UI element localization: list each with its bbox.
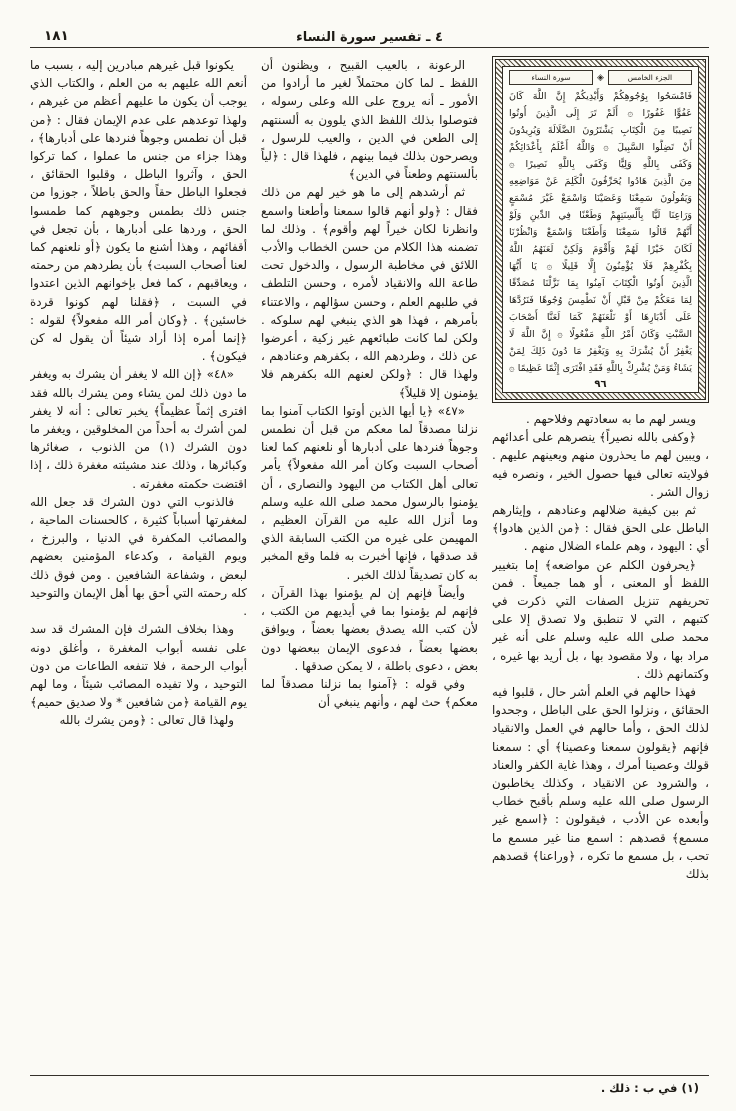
tafsir-paragraph: وأيضاً فإنهم إن لم يؤمنوا بهذا القرآن ، فإنهم لم يؤمنوا بما في أيديهم من الكتب ، لأن كتب الله يصدق بعضها بعضاً ، ويوافق بعضها بعضاً ، فدعوى الإيمان ببعضها دون بعض ، دعوى باطلة ، لا يمكن صدقها . xyxy=(261,585,478,673)
quran-frame-ornament-band xyxy=(495,59,706,400)
quran-header-juz: الجزء الخامس xyxy=(608,70,692,85)
tafsir-paragraph: «٤٧» ﴿يا أيها الذين أوتوا الكتاب آمنوا بما نزلنا مصدقاً لما معكم من قبل أن نطمس وجوهاً فنردها على أدبارها أو نلعنهم كما لعنا أصحاب السبت وكان أمر الله مفعولاً﴾ يأمر تعالى أهل الكتاب من اليهود والنصارى ، أن يؤمنوا بالرسول محمد صلى الله عليه وسلم وما أنزل الله عليه من القرآن العظيم ، المهيمن على غيره من الكتب السابقة الذي قد صدقها ، فإنها أخبرت به فلما وقع المخبر به كان تصديقاً لذلك الخبر . xyxy=(261,403,478,582)
tafsir-paragraph: ولهذا قال تعالى : ﴿ومن يشرك بالله xyxy=(59,713,234,728)
quran-page-frame xyxy=(492,56,709,403)
footnote-text: (١) في ب : ذلك . xyxy=(600,1081,699,1095)
quran-line: وَرَاعِنَا لَيًّا بِأَلْسِنَتِهِمْ وَطَعْنًا فِي الدِّينِ وَلَوْ xyxy=(509,210,692,221)
quran-line: وَكَفَى بِاللَّهِ وَلِيًّا وَكَفَى بِاللَّهِ نَصِيرًا ۞ xyxy=(509,159,692,170)
page-title: ٤ ـ تفسير سورة النساء xyxy=(296,30,443,45)
quran-line: عَلَى أَدْبَارِهَا أَوْ نَلْعَنَهُمْ كَمَا لَعَنَّا أَصْحَابَ xyxy=(509,312,692,323)
quran-line: أَنْ تَضِلُّوا السَّبِيلَ ۞ وَاللَّهُ أَعْلَمُ بِأَعْدَائِكُمْ xyxy=(509,142,692,153)
quran-line: مِنَ الَّذِينَ هَادُوا يُحَرِّفُونَ الْكَلِمَ عَنْ مَوَاضِعِهِ xyxy=(509,176,692,187)
tafsir-paragraph: يكونوا قبل غيرهم مبادرين إليه ، بسبب ما أنعم الله عليهم به من العلم ، والكتاب الذي يوجب أن يكون ما عليهم أعظم من غيرهم ، ولهذا توعدهم على عدم الإيمان فقال : ﴿من قبل أن نطمس وجوهاً فنردها على أدبارها﴾ ، وهذا جزاء من جنس ما عملوا ، كما تركوا الحق ، وآثروا الباطل ، وقلبوا الحقائق ، فجعلوا الباطل حقاً والحق باطلاً ، جوزوا من جنس ذلك بطمس وجوههم كما طمسوا الحق ، وردها على أدبارها ، بأن تجعل في أقفائهم ، وهذا أشنع ما يكون ﴿أو نلعنهم كما لعنا أصحاب السبت﴾ بأن يطردهم من رحمته ، ويعاقبهم ، كما فعل بإخوانهم الذين اعتدوا في السبت ، ﴿فقلنا لهم كونوا قردة خاسئين﴾ . ﴿وكان أمر الله مفعولاً﴾ لقوله : ﴿إنما أمره إذا أراد شيئاً أن يقول له كن فيكون﴾ . xyxy=(30,58,247,364)
tafsir-paragraph: وهذا بخلاف الشرك فإن المشرك قد سد على نفسه أبواب المغفرة ، وأغلق دونه أبواب الرحمة ، فلا تنفعه الطاعات من دون التوحيد ، ولا تفيده المصائب شيئاً ، وما لهم يوم القيامة ﴿من شافعين * ولا صديق حميم﴾ xyxy=(30,622,247,710)
tafsir-paragraph: فهذا حالهم في العلم أشر حال ، قلبوا فيه الحقائق ، ونزلوا الحق على الباطل ، وجحدوا لذلك الحق ، وأما حالهم في العمل والانقياد فإنهم ﴿يقولون سمعنا وعصينا﴾ أي : سمعنا قولك وعصينا أمرك ، وهذا غاية الكفر والعناد ، والشرود عن الانقياد ، وكذلك يخاطبون الرسول صلى الله عليه وسلم بأقبح خطاب وأبعده عن الأدب ، فيقولون : ﴿اسمع غير مسمع﴾ قصدهم : اسمع منا غير مسمع ما تحب ، بل مسمع ما تكره ، ﴿وراعنا﴾ قصدهم بذلك xyxy=(492,685,709,882)
quran-line: يَشَاءُ وَمَنْ يُشْرِكْ بِاللَّهِ فَقَدِ افْتَرَى إِثْمًا عَظِيمًا ۞ xyxy=(509,363,692,374)
quran-line: بِكُفْرِهِمْ فَلَا يُؤْمِنُونَ إِلَّا قَلِيلًا ۞ يَا أَيُّهَا xyxy=(509,261,692,272)
footnote-area xyxy=(30,1075,709,1095)
tafsir-paragraph: ثم أرشدهم إلى ما هو خير لهم من ذلك فقال : ﴿ولو أنهم قالوا سمعنا وأطعنا واسمع وانظرنا لكان خيراً لهم وأقوم﴾ . وذلك لما تضمنه هذا الكلام من حسن الخطاب والأدب اللائق في مخاطبة الرسول ، والدخول تحت طاعة الله والانقياد لأمره ، وحسن التلطف في طلبهم العلم ، وحسن سؤالهم ، والاعتناء بأمرهم ، فهذا هو الذي ينبغي لهم سلوكه . ولكن لما كانت طبائعهم غير زكية ، أعرضوا عن ذلك ، وطردهم الله ، بكفرهم وعنادهم ، ولهذا قال : ﴿ولكن لعنهم الله بكفرهم فلا يؤمنون إلا قليلاً﴾ xyxy=(261,185,478,400)
quran-line: لِمَا مَعَكُمْ مِنْ قَبْلِ أَنْ نَطْمِسَ وُجُوهًا فَنَرُدَّهَا xyxy=(509,295,692,306)
quran-frame-header xyxy=(509,70,692,85)
tafsir-paragraph: «٤٨» ﴿إن الله لا يغفر أن يشرك به ويغفر ما دون ذلك لمن يشاء ومن يشرك بالله فقد افترى إثماً عظيماً﴾ يخبر تعالى : أنه لا يغفر لمن أشرك به أحداً من المخلوقين ، ويغفر ما دون الشرك (١) من الذنوب ، صغائرها وكبائرها ، وذلك عند مشيئته مغفرة ذلك ، إذا اقتضت حكمته مغفرته . xyxy=(30,367,247,491)
tafsir-paragraph: الرعونة ، بالعيب القبيح ، ويظنون أن اللفظ ـ لما كان محتملاً لغير ما أرادوا من الأمور ـ أنه يروج على الله وعلى رسوله ، فتوصلوا بذلك اللفظ الذي يلوون به ألسنتهم إلى الطعن في الدين ، والعيب للرسول ، ويصرحون بذلك فيما بينهم ، فلهذا قال : ﴿لياً بألسنتهم وطعناً في الدين﴾ xyxy=(261,58,478,182)
quran-text-block xyxy=(509,88,692,377)
quran-line: أَنَّهُمْ قَالُوا سَمِعْنَا وَأَطَعْنَا وَاسْمَعْ وَانْظُرْنَا xyxy=(509,227,692,238)
tafsir-paragraph: ثم بين كيفية ضلالهم وعنادهم ، وإيثارهم الباطل على الحق فقال : ﴿من الذين هادوا﴾ أي : اليهود ، وهم علماء الضلال منهم . xyxy=(492,503,709,554)
quran-frame-inner xyxy=(502,66,699,393)
tafsir-paragraph: ﴿يحرفون الكلم عن مواضعه﴾ إما بتغيير اللفظ أو المعنى ، أو هما جميعاً . فمن تحريفهم تنزيل الصفات التي ذكرت في كتبهم ، التي لا تنطبق ولا تصدق إلا على محمد صلى الله عليه وسلم على أنه غير مراد بها ، ولا مقصود بها ، بل أريد بها غيره ، وكتمانهم ذلك . xyxy=(492,557,709,681)
quran-line: لَكَانَ خَيْرًا لَهُمْ وَأَقْوَمَ وَلَكِنْ لَعَنَهُمُ اللَّهُ xyxy=(509,244,692,255)
page-number: ١٨١ xyxy=(44,28,69,44)
tafsir-paragraph: ويسر لهم ما به سعادتهم وفلاحهم . xyxy=(526,412,696,426)
column-left xyxy=(30,56,247,1058)
quran-line: فَامْسَحُوا بِوُجُوهِكُمْ وَأَيْدِيكُمْ إِنَّ اللَّهَ كَانَ xyxy=(509,91,692,102)
quran-line: يَغْفِرُ أَنْ يُشْرَكَ بِهِ وَيَغْفِرُ مَا دُونَ ذَلِكَ لِمَنْ xyxy=(509,346,692,357)
quran-header-surah: سورة النساء xyxy=(509,70,593,85)
quran-line: عَفُوًّا غَفُورًا ۞ أَلَمْ تَرَ إِلَى الَّذِينَ أُوتُوا xyxy=(509,108,692,119)
column-middle xyxy=(261,56,478,1058)
page-header xyxy=(30,25,709,48)
quran-line: الَّذِينَ أُوتُوا الْكِتَابَ آمِنُوا بِمَا نَزَّلْنَا مُصَدِّقًا xyxy=(509,278,692,289)
tafsir-paragraph: فالذنوب التي دون الشرك قد جعل الله لمغفرتها أسباباً كثيرة ، كالحسنات الماحية ، والمصائب المكفرة في الدنيا ، والبرزخ ، ويوم القيامة ، وكدعاء المؤمنين بعضهم لبعض ، وشفاعة الشافعين . ومن فوق ذلك كله رحمته التي أحق بها أهل الإيمان والتوحيد . xyxy=(30,494,247,619)
quran-line: نَصِيبًا مِنَ الْكِتَابِ يَشْتَرُونَ الضَّلَالَةَ وَيُرِيدُونَ xyxy=(509,125,692,136)
tafsir-paragraph: وفي قوله : ﴿آمنوا بما نزلنا مصدقاً لما معكم﴾ حث لهم ، وأنهم ينبغي أن xyxy=(261,676,478,710)
tafsir-paragraph: ﴿وكفى بالله نصيراً﴾ ينصرهم على أعدائهم ، ويبين لهم ما يحذرون منهم ويعينهم عليهم . فولايته تعالى فيها حصول الخير ، ونصره فيه زوال الشر . xyxy=(492,430,709,499)
rosette-icon: ◈ xyxy=(597,72,604,83)
quran-page-number: ٩٦ xyxy=(594,379,607,390)
column-right xyxy=(492,56,709,1058)
content-columns xyxy=(30,56,709,1058)
quran-line: السَّبْتِ وَكَانَ أَمْرُ اللَّهِ مَفْعُولًا ۞ إِنَّ اللَّهَ لَا xyxy=(509,329,692,340)
quran-line: وَيَقُولُونَ سَمِعْنَا وَعَصَيْنَا وَاسْمَعْ غَيْرَ مُسْمَعٍ xyxy=(509,193,692,204)
